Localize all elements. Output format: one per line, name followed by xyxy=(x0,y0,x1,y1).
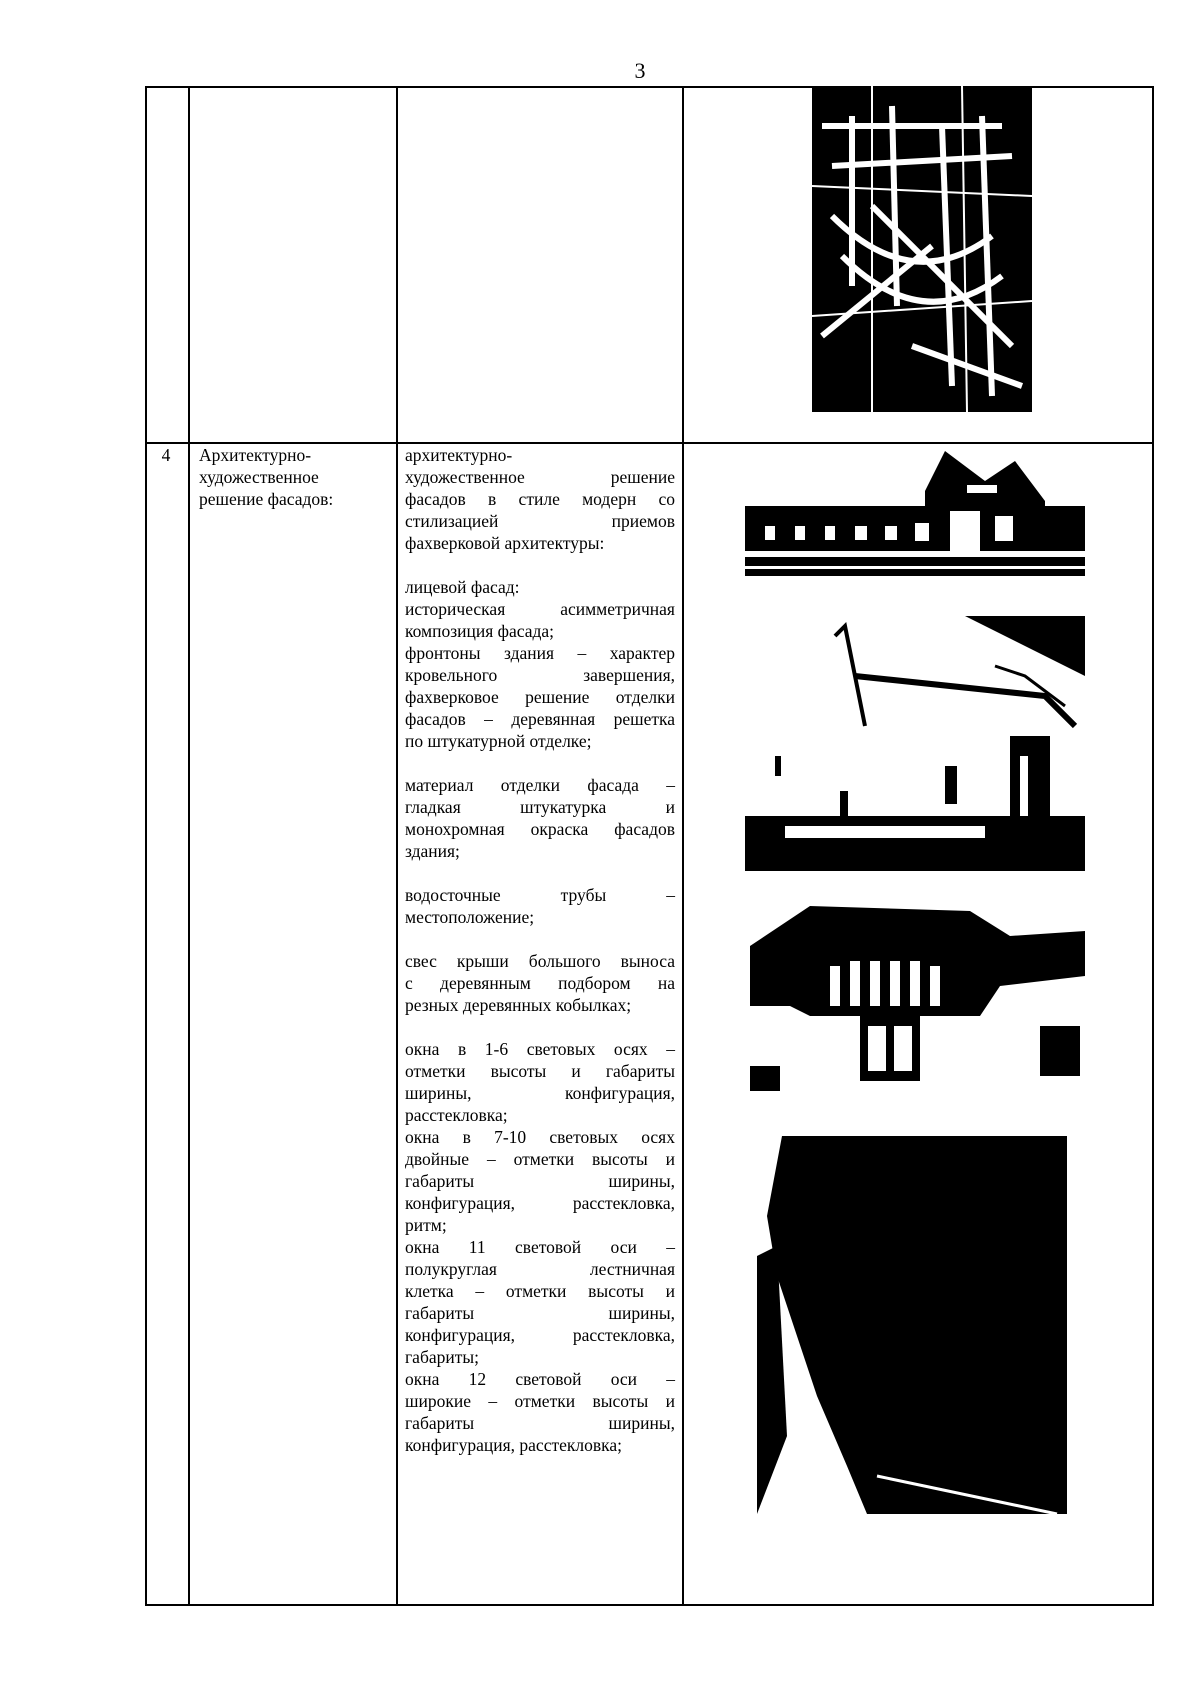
photo-street-facade xyxy=(745,451,1085,576)
description-line: художественное решение xyxy=(405,467,675,487)
photo-dark-wall xyxy=(757,1136,1067,1514)
description-line: габариты ширины, xyxy=(405,1171,675,1191)
description-line: габариты ширины, xyxy=(405,1303,675,1323)
description-line: клетка – отметки высоты и xyxy=(405,1281,675,1301)
description-paragraph xyxy=(405,576,675,752)
description-line: кровельного завершения, xyxy=(405,665,675,685)
description-line: материал отделки фасада – xyxy=(405,775,675,795)
row-number: 4 xyxy=(161,445,171,465)
description-line: двойные – отметки высоты и xyxy=(405,1149,675,1169)
attributes-table xyxy=(145,86,1154,1606)
description-line: стилизацией приемов xyxy=(405,511,675,531)
description-line: ритм; xyxy=(405,1215,447,1235)
description-line: местоположение; xyxy=(405,907,535,927)
table-left-border xyxy=(145,86,147,1606)
description-line: ширины, конфигурация, xyxy=(405,1083,675,1103)
description-line: водосточные трубы – xyxy=(405,885,675,905)
description-line: окна в 1-6 световых осях – xyxy=(405,1039,675,1059)
description-line: конфигурация, расстекловка, xyxy=(405,1193,675,1213)
description-line: окна 11 световой оси – xyxy=(405,1237,675,1257)
description-paragraph xyxy=(405,774,675,862)
description-paragraph xyxy=(405,950,675,1016)
attribute-name-line: решение фасадов: xyxy=(199,489,334,509)
table-bottom-border xyxy=(145,1604,1152,1606)
description-line: окна 12 световой оси – xyxy=(405,1369,675,1389)
description-line: конфигурация, расстекловка; xyxy=(405,1435,622,1455)
photo-corner-facade xyxy=(745,616,1085,871)
col-divider-1 xyxy=(188,86,190,1606)
description-paragraph xyxy=(405,1038,675,1456)
description-line: лицевой фасад: xyxy=(405,577,520,597)
description-line: по штукатурной отделке; xyxy=(405,731,592,751)
description-line: с деревянным подбором на xyxy=(405,973,675,993)
description-line: полукруглая лестничная xyxy=(405,1259,675,1279)
attribute-name xyxy=(199,444,389,510)
description-line: фасадов – деревянная решетка xyxy=(405,709,675,729)
description-paragraph xyxy=(405,444,675,554)
description-line: архитектурно- xyxy=(405,445,513,465)
description-line: габариты ширины, xyxy=(405,1413,675,1433)
description-line: расстекловка; xyxy=(405,1105,508,1125)
description-line: фахверковое решение отделки xyxy=(405,687,675,707)
description-line: свес крыши большого выноса xyxy=(405,951,675,971)
attribute-name-line: художественное xyxy=(199,467,319,487)
col-divider-3 xyxy=(682,86,684,1606)
photo-roof-structure xyxy=(812,86,1032,412)
attribute-description xyxy=(405,444,675,1478)
description-paragraph xyxy=(405,884,675,928)
description-line: отметки высоты и габариты xyxy=(405,1061,675,1081)
description-line: широкие – отметки высоты и xyxy=(405,1391,675,1411)
attribute-name-line: Архитектурно- xyxy=(199,445,312,465)
description-line: гладкая штукатурка и xyxy=(405,797,675,817)
description-line: резных деревянных кобылках; xyxy=(405,995,632,1015)
photo-roof-eaves xyxy=(750,906,1085,1091)
page-number: 3 xyxy=(634,58,646,83)
description-line: здания; xyxy=(405,841,460,861)
description-line: фронтоны здания – характер xyxy=(405,643,675,663)
description-line: историческая асимметричная xyxy=(405,599,675,619)
description-line: композиция фасада; xyxy=(405,621,555,641)
description-line: фасадов в стиле модерн со xyxy=(405,489,675,509)
description-line: монохромная окраска фасадов xyxy=(405,819,675,839)
description-line: окна в 7-10 световых осях xyxy=(405,1127,675,1147)
description-line: фахверковой архитектуры: xyxy=(405,533,605,553)
description-line: габариты; xyxy=(405,1347,479,1367)
description-line: конфигурация, расстекловка, xyxy=(405,1325,675,1345)
col-divider-2 xyxy=(396,86,398,1606)
